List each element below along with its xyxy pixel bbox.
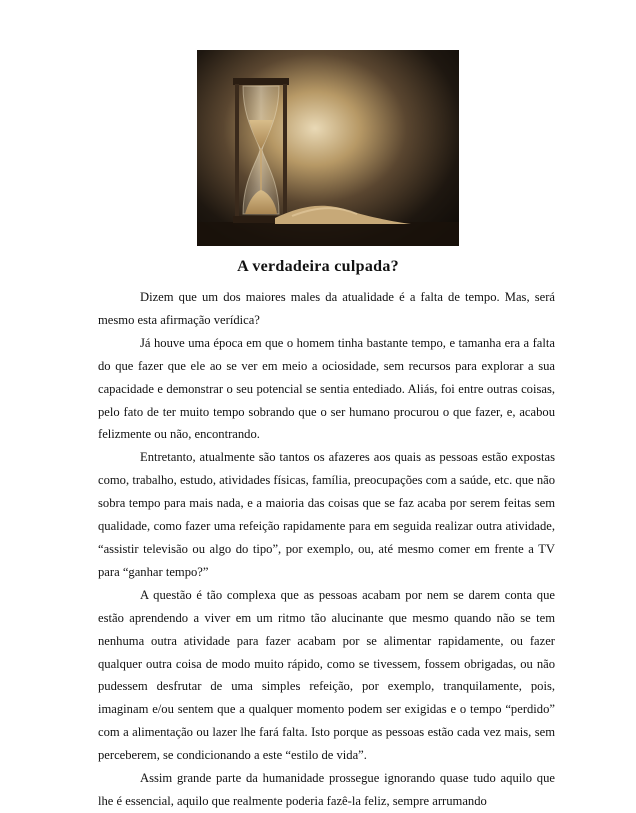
hourglass-illustration (197, 50, 459, 246)
paragraph-5: Assim grande parte da humanidade prossegue ignorando quase tudo aquilo que lhe é essencial, aquilo que realmente poderia fazê-la feliz, sempre arrumando (98, 771, 555, 808)
hourglass-photo (197, 50, 459, 246)
paragraph-4: A questão é tão complexa que as pessoas acabam por nem se darem conta que estão aprendendo a viver em um ritmo tão alucinante que mesmo quando não se tem nenhuma outra atividade para fazer acabam por se alimentar rapidamente, ou fazer qualquer outra coisa de modo muito rápido, como se tivessem, fossem obrigadas, ou não pudessem desfrutar de uma simples refeição, por exemplo, tranquilamente, pois, imaginam e/ou sentem que a qualquer momento podem ser exigidas e o tempo “perdido” com a alimentação ou lazer lhe fará falta. Isto porque as pessoas estão cada vez mais, sem perceberem, se condicionando a este “estilo de vida”. (98, 587, 555, 763)
paragraph-3: Entretanto, atualmente são tantos os afazeres aos quais as pessoas estão expostas como, trabalho, estudo, atividades físicas, família, preocupações com a saúde, etc. que não sobra tempo para mais nada, e a maioria das coisas que se faz acaba por serem feitas sem qualidade, como fazer uma refeição rapidamente para em seguida realizar outra atividade, “assistir televisão ou algo do tipo”, por exemplo, ou, até mesmo comer em frente a TV para “ganhar tempo?” (98, 450, 555, 579)
article-title: A verdadeira culpada? (237, 258, 399, 275)
article-body (98, 286, 555, 813)
paragraph-2: Já houve uma época em que o homem tinha bastante tempo, e tamanha era a falta do que fazer que ele ao se ver em meio a ociosidade, sem recursos para explorar a sua capacidade e demonstrar o seu potencial se sentia entediado. Aliás, foi entre outras coisas, pelo fato de ter muito tempo sobrando que o ser humano procurou o que fazer, e, acabou felizmente ou não, encontrando. (98, 335, 555, 442)
paragraph-1: Dizem que um dos maiores males da atualidade é a falta de tempo. Mas, será mesmo esta afirmação verídica? (98, 290, 555, 327)
